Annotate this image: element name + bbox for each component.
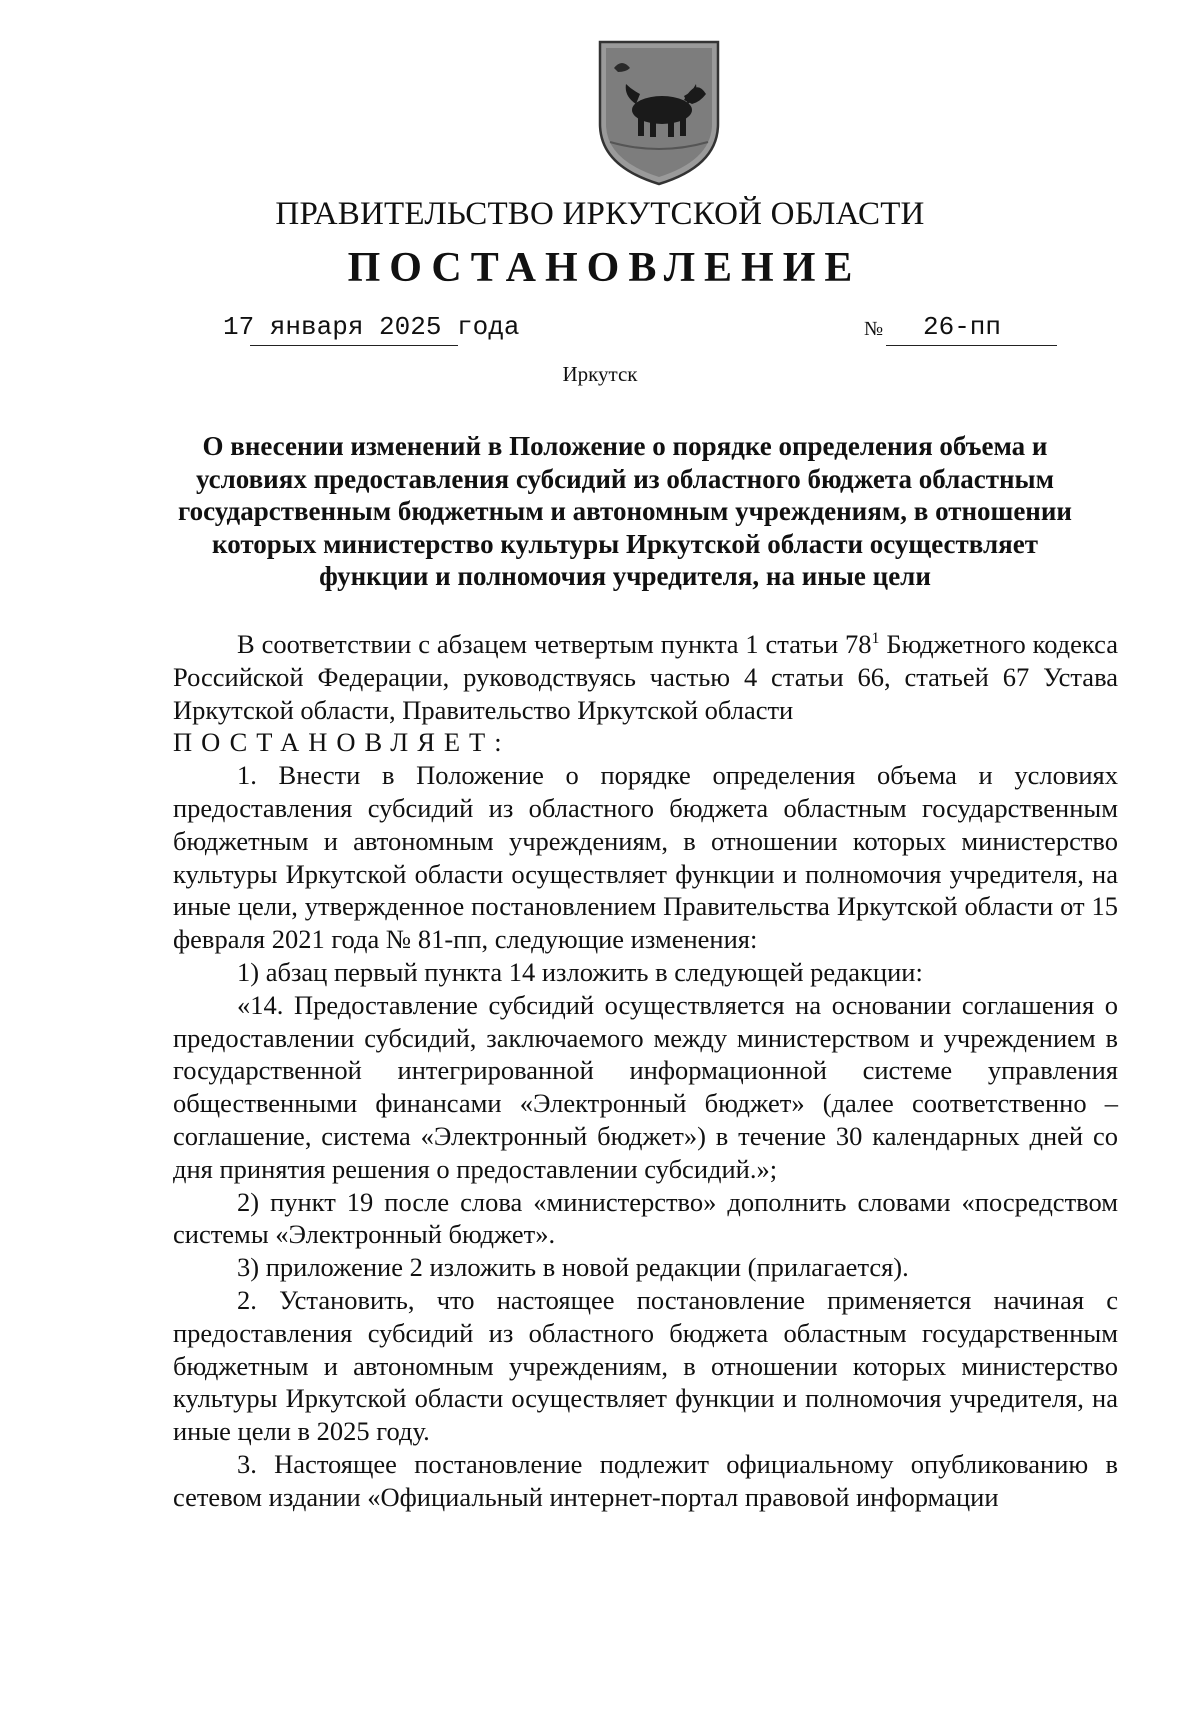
decree-date: 17 января 2025 года xyxy=(223,312,520,342)
paragraph-1-3: 3) приложение 2 изложить в новой редакции (прилагается). xyxy=(237,1252,909,1283)
city: Иркутск xyxy=(562,362,638,386)
government-name: ПРАВИТЕЛЬСТВО ИРКУТСКОЙ ОБЛАСТИ xyxy=(275,196,925,232)
document-title: О внесении изменений в Положение о порядке определения объема и условиях предоставления субсидий из областного бюджета областным государственным бюджетным и автономным учреждениям, в отношении которых министерство культуры Иркутской области осуществляет функции и полномочия учредителя, на иные цели xyxy=(178,431,1072,591)
paragraph-1-1-quote: «14. Предоставление субсидий осуществляется на основании соглашения о предоставлении субсидий, заключаемого между министерством и учреждением в государственной интегрированной информационной системе управления общественными финансами «Электронный бюджет» (далее соответственно – соглашение, система «Электронный бюджет») в течение 30 календарных дней со дня принятия решения о предоставлении субсидий.»; xyxy=(173,989,1118,1184)
resolves-heading: ПОСТАНОВЛЯЕТ: xyxy=(173,727,511,758)
date-underline xyxy=(250,345,458,346)
paragraph-1: 1. Внести в Положение о порядке определения объема и условиях предоставления субсидий из областного бюджета областным государственным бюджетным и автономным учреждениям, в отношении которых министерство культуры Иркутской области осуществляет функции и полномочия учредителя, на иные цели, утвержденное постановлением Правительства Иркутской области от 15 февраля 2021 года № 81-пп, следующие изменения: xyxy=(173,760,1118,955)
number-sign: № xyxy=(864,318,884,340)
paragraph-2: 2. Установить, что настоящее постановление применяется начиная с предоставления субсидий из областного бюджета областным государственным бюджетным и автономным учреждениям, в отношении которых министерство культуры Иркутской области осуществляет функции и полномочия учредителя, на иные цели в 2025 году. xyxy=(173,1284,1118,1447)
number-underline xyxy=(886,345,1057,346)
document-type: ПОСТАНОВЛЕНИЕ xyxy=(347,245,862,291)
decree-number: 26-пп xyxy=(923,312,1002,342)
paragraph-3: 3. Настоящее постановление подлежит официальному опубликованию в сетевом издании «Официальный интернет-портал правовой информации xyxy=(173,1448,1118,1512)
coat-of-arms-icon xyxy=(596,38,722,188)
paragraph-1-2: 2) пункт 19 после слова «министерство» дополнить словами «посредством системы «Электронный бюджет». xyxy=(173,1186,1118,1250)
intro-paragraph: В соответствии с абзацем четвертым пункта 1 статьи $78^1$ Бюджетного кодекса Российской Федерации, руководствуясь частью 4 статьи 66, статьей 67 Устава Иркутской области, Правительство Иркутской области xyxy=(173,629,1118,725)
document-body xyxy=(173,628,1118,1514)
footnote-superscript: 1 xyxy=(871,630,880,648)
paragraph-1-1: 1) абзац первый пункта 14 изложить в следующей редакции: xyxy=(237,956,923,987)
